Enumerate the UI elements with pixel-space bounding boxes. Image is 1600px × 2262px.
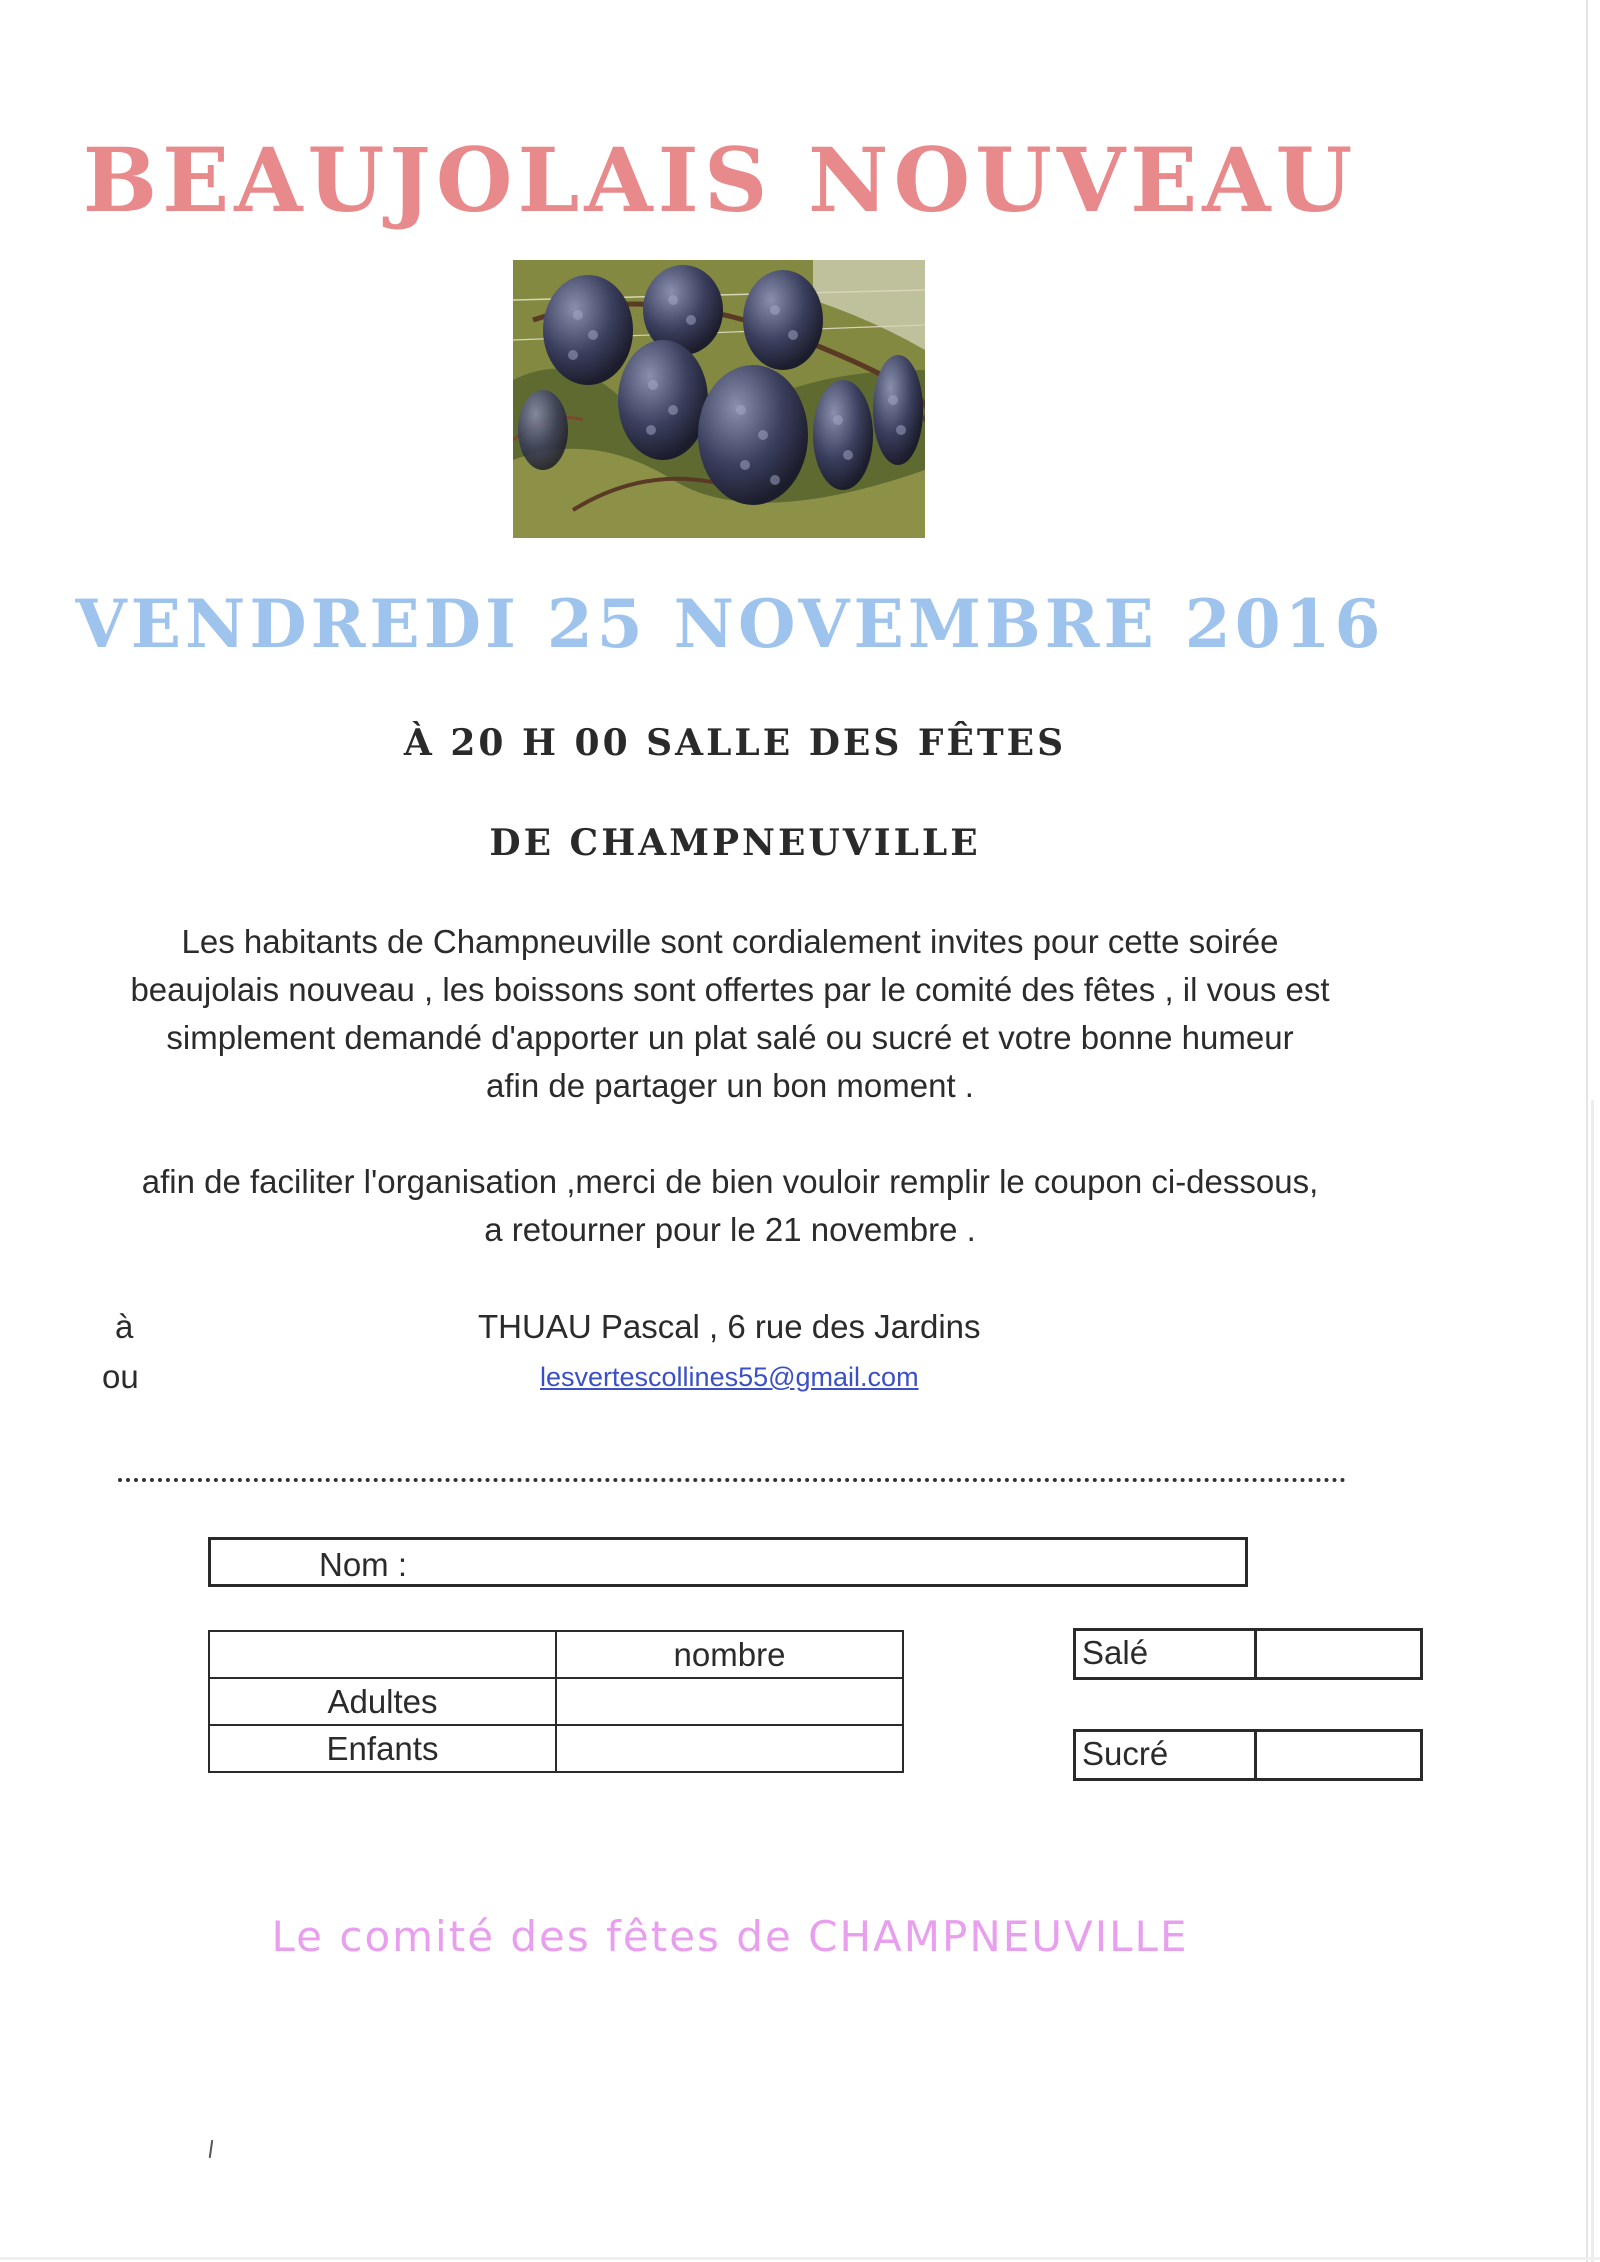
scan-edge xyxy=(1586,0,1588,2262)
contact-address: THUAU Pascal , 6 rue des Jardins xyxy=(478,1308,981,1345)
paragraph-line: simplement demandé d'apporter un plat salé ou sucré et votre bonne humeur xyxy=(166,1019,1294,1056)
event-time-location: À 20 H 00 SALLE DES FÊTES xyxy=(403,722,1067,764)
table-row xyxy=(209,1678,903,1725)
instructions-paragraph xyxy=(80,1158,1380,1254)
name-field-label: Nom : xyxy=(319,1546,408,1583)
paragraph-line: afin de faciliter l'organisation ,merci de bien vouloir remplir le coupon ci-dessous, xyxy=(141,1163,1319,1200)
scan-mark xyxy=(209,2140,213,2158)
enfants-count-field[interactable] xyxy=(556,1725,903,1772)
sale-choice-field[interactable] xyxy=(1257,1631,1420,1677)
invitation-paragraph xyxy=(80,918,1380,1110)
sale-choice-box xyxy=(1073,1628,1423,1680)
paragraph-line: a retourner pour le 21 novembre . xyxy=(484,1211,976,1248)
sale-choice-label: Salé xyxy=(1076,1631,1257,1677)
organizer-signature: Le comité des fêtes de CHAMPNEUVILLE xyxy=(271,1912,1189,1961)
paragraph-line: beaujolais nouveau , les boissons sont offertes par le comité des fêtes , il vous est xyxy=(130,971,1330,1008)
table-row xyxy=(209,1725,903,1772)
scan-edge-bottom xyxy=(0,2257,1600,2260)
name-field[interactable] xyxy=(208,1537,1248,1587)
paragraph-line: afin de partager un bon moment . xyxy=(486,1067,974,1104)
scan-edge-secondary xyxy=(1591,1100,1594,2262)
event-title: BEAUJOLAIS NOUVEAU xyxy=(82,128,1358,232)
sucre-choice-label: Sucré xyxy=(1076,1732,1257,1778)
paragraph-line: Les habitants de Champneuville sont cordialement invites pour cette soirée xyxy=(181,923,1279,960)
table-header-cell xyxy=(209,1631,556,1678)
sucre-choice-field[interactable] xyxy=(1257,1732,1420,1778)
cut-line xyxy=(118,1478,1346,1482)
adultes-count-field[interactable] xyxy=(556,1678,903,1725)
sucre-choice-box xyxy=(1073,1729,1423,1781)
event-village: DE CHAMPNEUVILLE xyxy=(489,822,981,864)
table-header-cell: nombre xyxy=(556,1631,903,1678)
address-prefix-ou: ou xyxy=(102,1358,139,1395)
attendee-count-table xyxy=(208,1630,904,1773)
row-label-enfants: Enfants xyxy=(209,1725,556,1772)
event-date: VENDREDI 25 NOVEMBRE 2016 xyxy=(75,585,1385,663)
table-header-row xyxy=(209,1631,903,1678)
grapes-photo xyxy=(513,260,925,538)
row-label-adultes: Adultes xyxy=(209,1678,556,1725)
address-prefix-a: à xyxy=(115,1308,134,1345)
contact-email-link[interactable]: lesvertescollines55@gmail.com xyxy=(540,1362,919,1392)
